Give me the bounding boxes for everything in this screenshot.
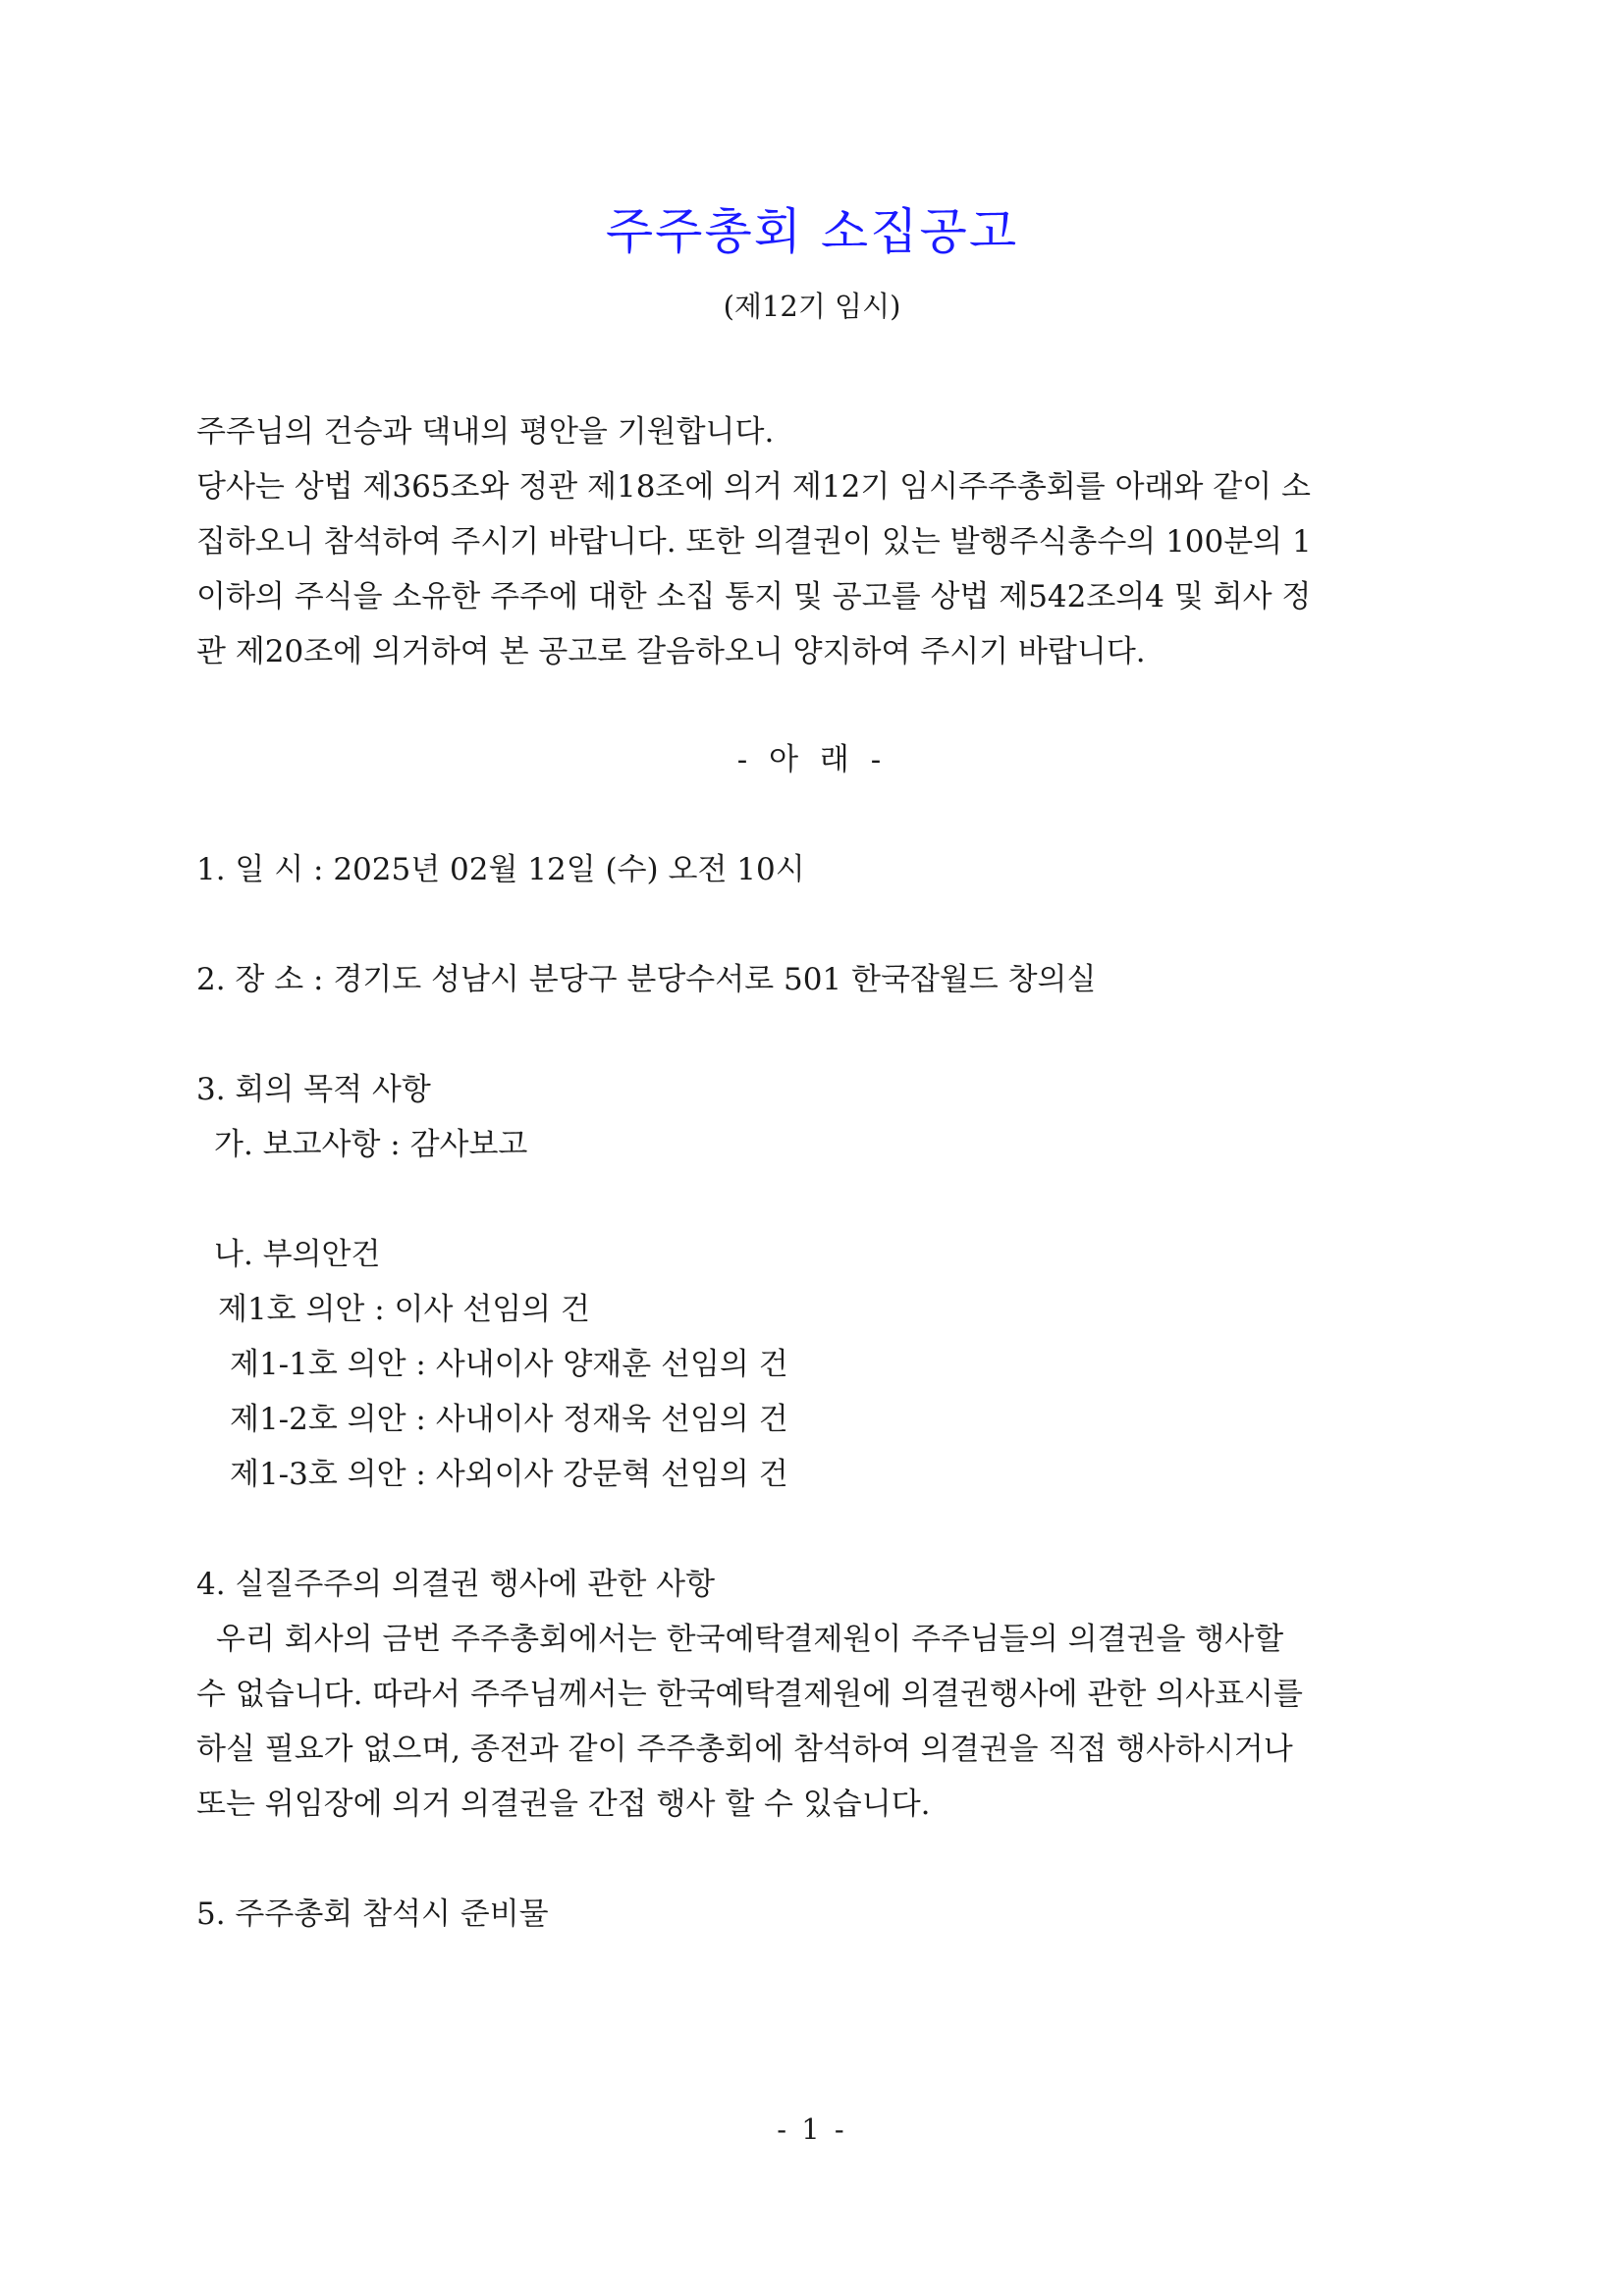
- intro-line: 이하의 주식을 소유한 주주에 대한 소집 통지 및 공고를 상법 제542조의4 및 회사 정: [196, 579, 1312, 614]
- agenda-subitem: 제1-2호 의안 : 사내이사 정재욱 선임의 건: [230, 1402, 788, 1437]
- intro-paragraph: [196, 459, 1384, 679]
- item-agenda-heading: 3. 회의 목적 사항: [196, 1072, 431, 1107]
- voting-line: 수 없습니다. 따라서 주주님께서는 한국예탁결제원에 의결권행사에 관한 의사표시를: [196, 1677, 1303, 1712]
- agenda-item: 제1호 의안 : 이사 선임의 건: [218, 1292, 590, 1327]
- intro-line: 집하오니 참석하여 주시기 바랍니다. 또한 의결권이 있는 발행주식총수의 100분의 1: [196, 524, 1312, 560]
- document-subtitle: (제12기 임시): [723, 290, 901, 323]
- item-resolution-heading: 나. 부의안건: [214, 1237, 381, 1272]
- item-date-time: 1. 일 시 : 2025년 02월 12일 (수) 오전 10시: [196, 852, 805, 887]
- document-title: 주주총회 소집공고: [605, 203, 1019, 260]
- notice-heading: - 아 래 -: [736, 742, 888, 777]
- agenda-subitem: 제1-3호 의안 : 사외이사 강문혁 선임의 건: [230, 1457, 788, 1492]
- page-number: - 1 -: [777, 2112, 847, 2146]
- agenda-subitem: 제1-1호 의안 : 사내이사 양재훈 선임의 건: [230, 1347, 788, 1382]
- item-preparation-heading: 5. 주주총회 참석시 준비물: [196, 1896, 549, 1932]
- item-voting-heading: 4. 실질주주의 의결권 행사에 관한 사항: [196, 1567, 716, 1602]
- item-report-matter: 가. 보고사항 : 감사보고: [214, 1127, 528, 1162]
- item-location: 2. 장 소 : 경기도 성남시 분당구 분당수서로 501 한국잡월드 창의실: [196, 962, 1097, 997]
- greeting-text: 주주님의 건승과 댁내의 평안을 기원합니다.: [196, 414, 775, 450]
- voting-line: 하실 필요가 없으며, 종전과 같이 주주총회에 참석하여 의결권을 직접 행사하시거나: [196, 1732, 1293, 1767]
- intro-line: 관 제20조에 의거하여 본 공고로 갈음하오니 양지하여 주시기 바랍니다.: [196, 634, 1146, 669]
- voting-line: 우리 회사의 금번 주주총회에서는 한국예탁결제원이 주주님들의 의결권을 행사할: [216, 1622, 1284, 1657]
- voting-line: 또는 위임장에 의거 의결권을 간접 행사 할 수 있습니다.: [196, 1787, 931, 1822]
- intro-line: 당사는 상법 제365조와 정관 제18조에 의거 제12기 임시주주총회를 아래와 같이 소: [196, 469, 1311, 505]
- voting-paragraph: [196, 1612, 1384, 1832]
